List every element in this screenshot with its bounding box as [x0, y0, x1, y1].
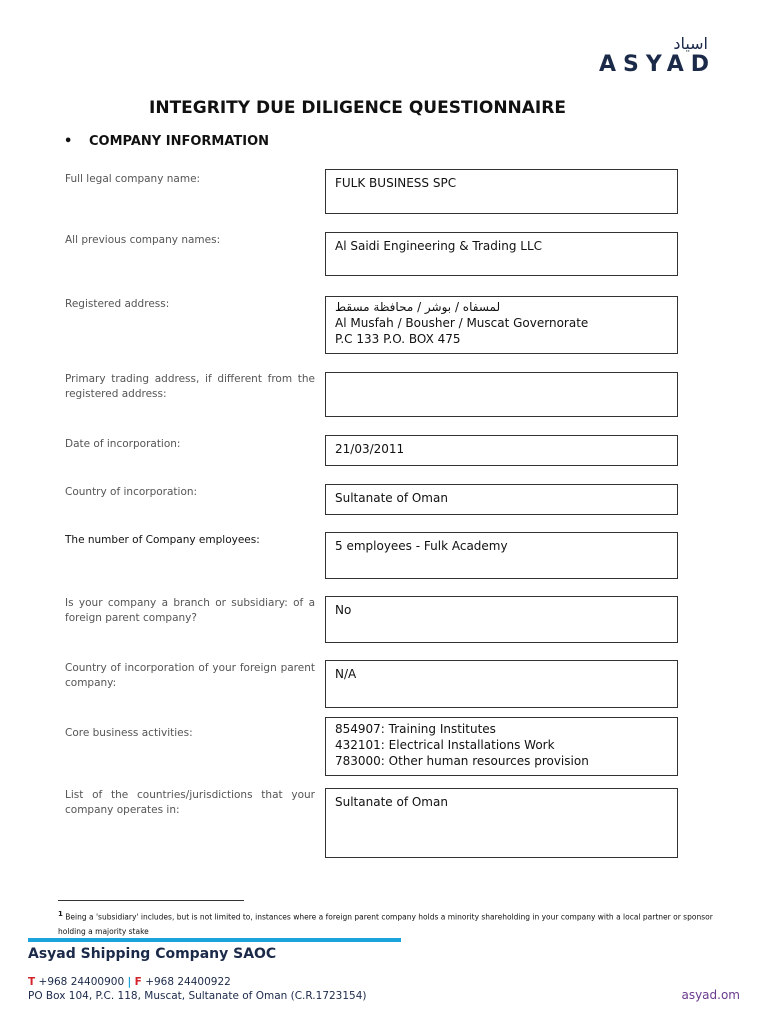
footnote-divider [58, 900, 244, 901]
question-label-subsidiary: Is your company a branch or subsidiary: of a foreign parent company? [65, 597, 315, 624]
question-label-legal-name: Full legal company name: [65, 173, 201, 185]
question-label-trading-address: Primary trading address, if different from the registered address: [65, 373, 315, 400]
section-heading-label: COMPANY INFORMATION [89, 134, 270, 149]
answer-field-business-activities[interactable] [325, 717, 678, 776]
question-label-registered-address: Registered address: [65, 298, 170, 310]
answer-line-arabic: لمسفاه / بوشر / محافظة مسقط [335, 300, 501, 314]
footer-accent-bar [28, 938, 401, 942]
answer-line: 21/03/2011 [335, 442, 405, 456]
footnote-marker: 1 [58, 910, 63, 918]
answer-field-incorporation-country[interactable] [325, 484, 678, 515]
asyad-logo [576, 34, 716, 76]
answer-field-parent-country[interactable] [325, 660, 678, 708]
footer-website-link[interactable]: asyad.om [681, 988, 740, 1002]
question-label-parent-country: Country of incorporation of your foreign parent company: [65, 662, 315, 689]
bullet-icon: • [64, 134, 73, 149]
fax-key: F [134, 976, 142, 988]
logo-latin-text: ASYAD [599, 52, 716, 77]
question-label-employees: The number of Company employees: [65, 534, 260, 546]
answer-line: N/A [335, 667, 357, 681]
page-title: INTEGRITY DUE DILIGENCE QUESTIONNAIRE [149, 98, 566, 118]
answer-line: Al Musfah / Bousher / Muscat Governorate [335, 316, 589, 330]
footnote [58, 907, 718, 939]
answer-line: 783000: Other human resources provision [335, 754, 589, 768]
question-label-incorporation-date: Date of incorporation: [65, 438, 181, 450]
answer-field-employees[interactable] [325, 532, 678, 579]
footer-phone-line [28, 975, 367, 989]
answer-line: 432101: Electrical Installations Work [335, 738, 555, 752]
phone-number: +968 24400900 [38, 976, 125, 988]
answer-line: Al Saidi Engineering & Trading LLC [335, 239, 543, 253]
answer-field-previous-names[interactable] [325, 232, 678, 276]
logo-arabic-text: اسياد [673, 34, 708, 53]
answer-line: Sultanate of Oman [335, 795, 448, 809]
question-label-previous-names: All previous company names: [65, 234, 221, 246]
fax-number: +968 24400922 [145, 976, 231, 988]
answer-line: 5 employees - Fulk Academy [335, 539, 508, 553]
footer-contact [28, 975, 367, 1003]
answer-field-incorporation-date[interactable] [325, 435, 678, 466]
footer-address: PO Box 104, P.C. 118, Muscat, Sultanate of Oman (C.R.1723154) [28, 990, 367, 1002]
answer-line: FULK BUSINESS SPC [335, 176, 457, 190]
footer-company-name: Asyad Shipping Company SAOC [28, 946, 277, 962]
question-label-jurisdictions: List of the countries/jurisdictions that your company operates in: [65, 789, 315, 816]
answer-field-legal-name[interactable] [325, 169, 678, 214]
contact-separator: | [127, 976, 132, 988]
answer-field-jurisdictions[interactable] [325, 788, 678, 858]
phone-key: T [28, 976, 36, 988]
footnote-text: Being a 'subsidiary' includes, but is not limited to, instances where a foreign parent company holds a minority shareholding in your company with a local partner or sponsor holding a majority stake [58, 912, 713, 936]
question-label-business-activities: Core business activities: [65, 727, 193, 739]
answer-field-trading-address[interactable] [325, 372, 678, 417]
answer-line: Sultanate of Oman [335, 491, 448, 505]
question-label-incorporation-country: Country of incorporation: [65, 486, 198, 498]
answer-field-registered-address[interactable] [325, 296, 678, 354]
answer-field-subsidiary[interactable] [325, 596, 678, 643]
answer-line: No [335, 603, 352, 617]
answer-line: 854907: Training Institutes [335, 722, 496, 736]
answer-line: P.C 133 P.O. BOX 475 [335, 332, 461, 346]
section-heading [64, 134, 269, 149]
